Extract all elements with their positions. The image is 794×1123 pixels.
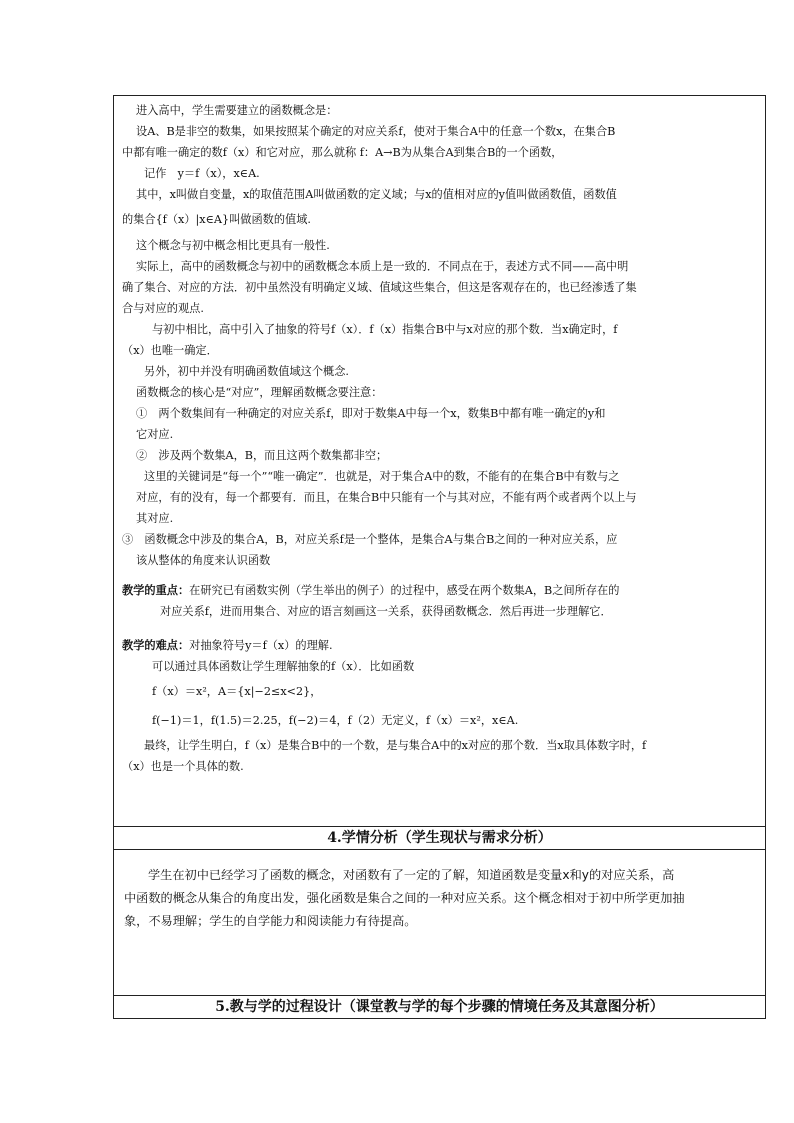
text-line: 设A、B是非空的数集，如果按照某个确定的对应关系f，使对于集合A中的任意一个数x，在集合B <box>136 125 616 138</box>
text-line: 与初中相比，高中引入了抽象的符号f（x）．f（x）指集合B中与x对应的那个数．当x确定时，f <box>152 323 618 336</box>
text-line: 进入高中，学生需要建立的函数概念是： <box>136 104 338 117</box>
list-item: ③ 函数概念中涉及的集合A，B，对应关系f是一个整体，是集合A与集合B之间的一种对应关系，应 <box>122 533 618 546</box>
list-item: ② 涉及两个数集A，B，而且这两个数集都非空； <box>136 449 388 462</box>
text-line: 这个概念与初中概念相比更具有一般性. <box>136 239 330 252</box>
spacer <box>122 571 757 580</box>
text-line: 其中，x叫做自变量，x的取值范围A叫做函数的定义域；与x的值相对应的y值叫做函数值，函数值 <box>136 188 617 201</box>
text-line: 可以通过具体函数让学生理解抽象的f（x）．比如函数 <box>152 660 415 673</box>
text-line: 函数概念的核心是“对应”，理解函数概念要注意： <box>136 386 383 399</box>
formula-line: f（x）＝x²，A＝{x|−2≤x<2}， <box>152 685 322 698</box>
text-line: 对应，有的没有，每一个都要有．而且，在集合B中只能有一个与其对应，不能有两个或者两个以上与 <box>136 491 637 504</box>
spacer <box>122 622 757 635</box>
section5-heading-row <box>114 996 766 1019</box>
difficulty-text: 对抽象符号y＝f（x）的理解. <box>189 639 333 652</box>
key-point-line <box>122 580 757 601</box>
concept-row <box>114 96 766 827</box>
text-line: 其对应. <box>136 512 174 525</box>
text-line: 该从整体的角度来认识函数 <box>136 554 271 567</box>
text-line: 中都有唯一确定的数f（x）和它对应，那么就称 f：A→B为从集合A到集合B的一个函数， <box>122 146 563 159</box>
text-line: 的集合{f（x）|x∈A}叫做函数的值域. <box>122 213 311 226</box>
text-line: 确了集合、对应的方法．初中虽然没有明确定义域、值域这些集合，但这是客观存在的，也已经渗透了集 <box>122 281 637 294</box>
difficulty-label: 教学的难点： <box>122 638 190 652</box>
section4-heading-row <box>114 827 766 850</box>
formula-line: f(−1)＝1，f(1.5)＝2.25，f(−2)＝4，f（2）无定义，f（x）＝x²，x∈A. <box>152 714 519 727</box>
text-line: 实际上，高中的函数概念与初中的函数概念本质上是一致的．不同点在于，表述方式不同——高中明 <box>136 260 629 273</box>
analysis-line: 中函数的概念从集合的角度出发，强化函数是集合之间的一种对应关系。这个概念相对于初中所学更加抽 <box>124 891 685 905</box>
section5-heading: 5.教与学的过程设计（课堂教与学的每个步骤的情境任务及其意图分析） <box>114 996 766 1019</box>
lesson-plan-table <box>113 95 766 1019</box>
concept-cell <box>114 96 766 827</box>
section4-heading: 4.学情分析（学生现状与需求分析） <box>114 827 766 850</box>
analysis-line: 象，不易理解；学生的自学能力和阅读能力有待提高。 <box>124 914 417 928</box>
text-line: 合与对应的观点. <box>122 302 204 315</box>
analysis-line: 学生在初中已经学习了函数的概念，对函数有了一定的了解，知道函数是变量x和y的对应关系，高 <box>148 868 675 882</box>
difficulty-line <box>122 635 757 656</box>
key-point-text-cont: 对应关系f，进而用集合、对应的语言刻画这一关系，获得函数概念．然后再进一步理解它． <box>160 605 612 618</box>
key-point-label: 教学的重点： <box>122 583 190 597</box>
section4-content <box>114 850 766 996</box>
section4-content-row <box>114 850 766 996</box>
list-item: ① 两个数集间有一种确定的对应关系f，即对于数集A中每一个x，数集B中都有唯一确定的y和 <box>136 407 606 420</box>
key-point-text: 在研究已有函数实例（学生举出的例子）的过程中，感受在两个数集A，B之间所存在的 <box>189 584 620 597</box>
text-line: 另外，初中并没有明确函数值域这个概念. <box>144 365 349 378</box>
text-line: 它对应. <box>136 428 174 441</box>
text-line: （x）也是一个具体的数. <box>122 760 244 773</box>
text-line: 这里的关键词是“每一个”“唯一确定”．也就是，对于集合A中的数，不能有的在集合B中有数与之 <box>144 470 620 483</box>
text-line: （x）也唯一确定． <box>122 344 218 357</box>
text-line: 记作 y＝f（x），x∈A. <box>144 167 260 180</box>
text-line: 最终，让学生明白，f（x）是集合B中的一个数，是与集合A中的x对应的那个数．当x取具体数字时，f <box>144 739 647 752</box>
